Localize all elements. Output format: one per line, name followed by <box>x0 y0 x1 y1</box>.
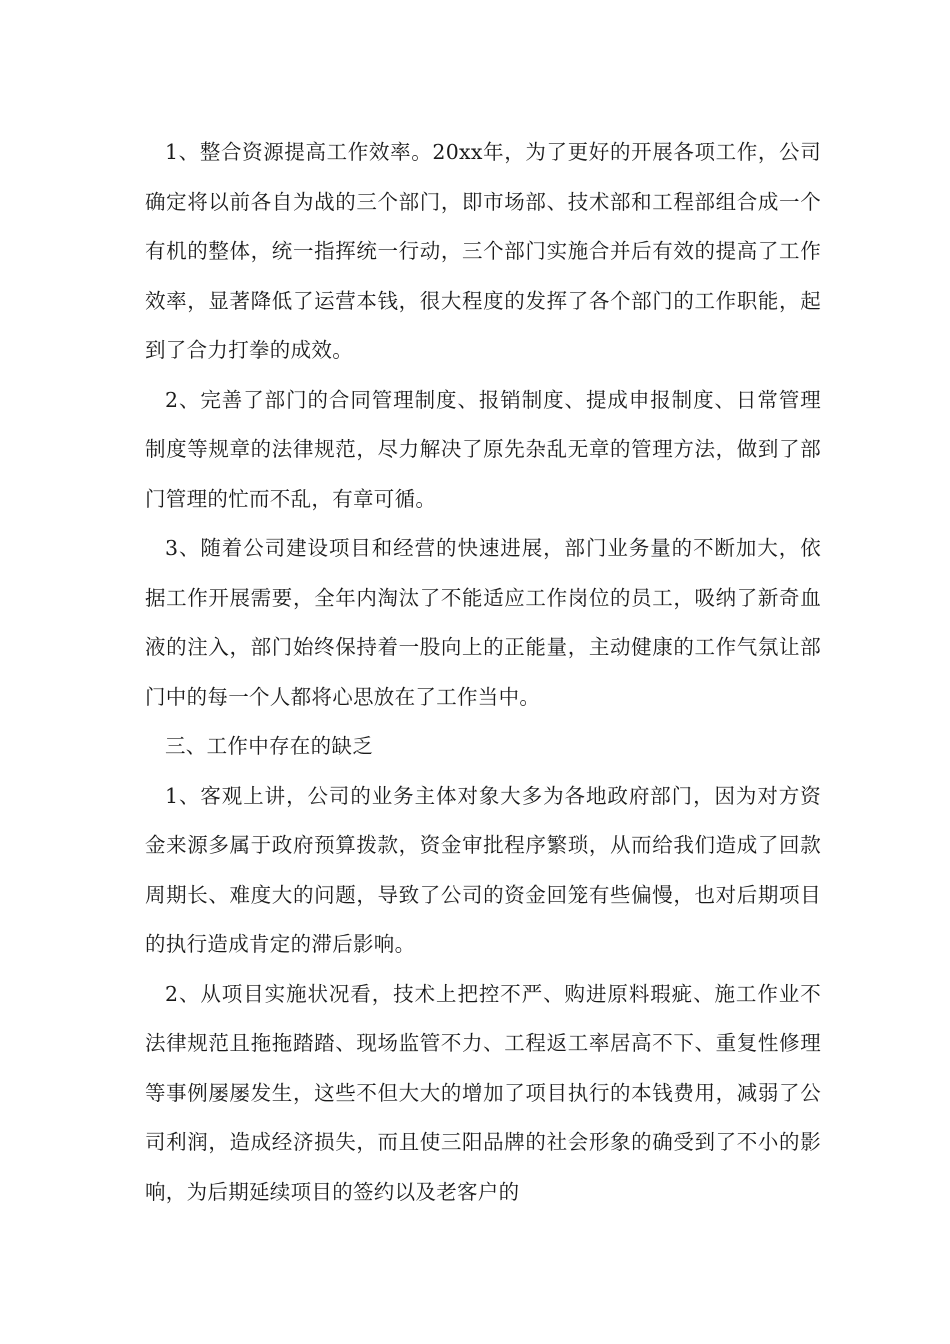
paragraph-management-system: 2、完善了部门的合同管理制度、报销制度、提成申报制度、日常管理制度等规章的法律规范，尽力解决了原先杂乱无章的管理方法，做到了部门管理的忙而不乱，有章可循。 <box>145 387 821 511</box>
document-page <box>145 128 821 1217</box>
section-heading: 三、工作中存在的缺乏 <box>165 734 373 758</box>
paragraph-project-execution: 2、从项目实施状况看，技术上把控不严、购进原料瑕疵、施工作业不法律规范且拖拖踏踏、现场监管不力、工程返工率居高不下、重复性修理等事例屡屡发生，这些不但大大的增加了项目执行的本钱费用，减弱了公司利润，造成经济损失，而且使三阳品牌的社会形象的确受到了不小的影响，为后期延续项目的签约以及老客户的 <box>145 981 821 1204</box>
paragraph-staff-renewal: 3、随着公司建设项目和经营的快速进展，部门业务量的不断加大，依据工作开展需要，全年内淘汰了不能适应工作岗位的员工，吸纳了新奇血液的注入，部门始终保持着一股向上的正能量，主动健康的工作气氛让部门中的每一个人都将心思放在了工作当中。 <box>145 536 821 709</box>
paragraph-payment-cycle: 1、客观上讲，公司的业务主体对象大多为各地政府部门，因为对方资金来源多属于政府预算拨款，资金审批程序繁琐，从而给我们造成了回款周期长、难度大的问题，导致了公司的资金回笼有些偏慢，也对后期项目的执行造成肯定的滞后影响。 <box>145 783 821 956</box>
paragraph-resource-integration: 1、整合资源提高工作效率。20xx年，为了更好的开展各项工作，公司确定将以前各自为战的三个部门，即市场部、技术部和工程部组合成一个有机的整体，统一指挥统一行动，三个部门实施合并后有效的提高了工作效率，显著降低了运营本钱，很大程度的发挥了各个部门的工作职能，起到了合力打拳的成效。 <box>145 140 821 362</box>
